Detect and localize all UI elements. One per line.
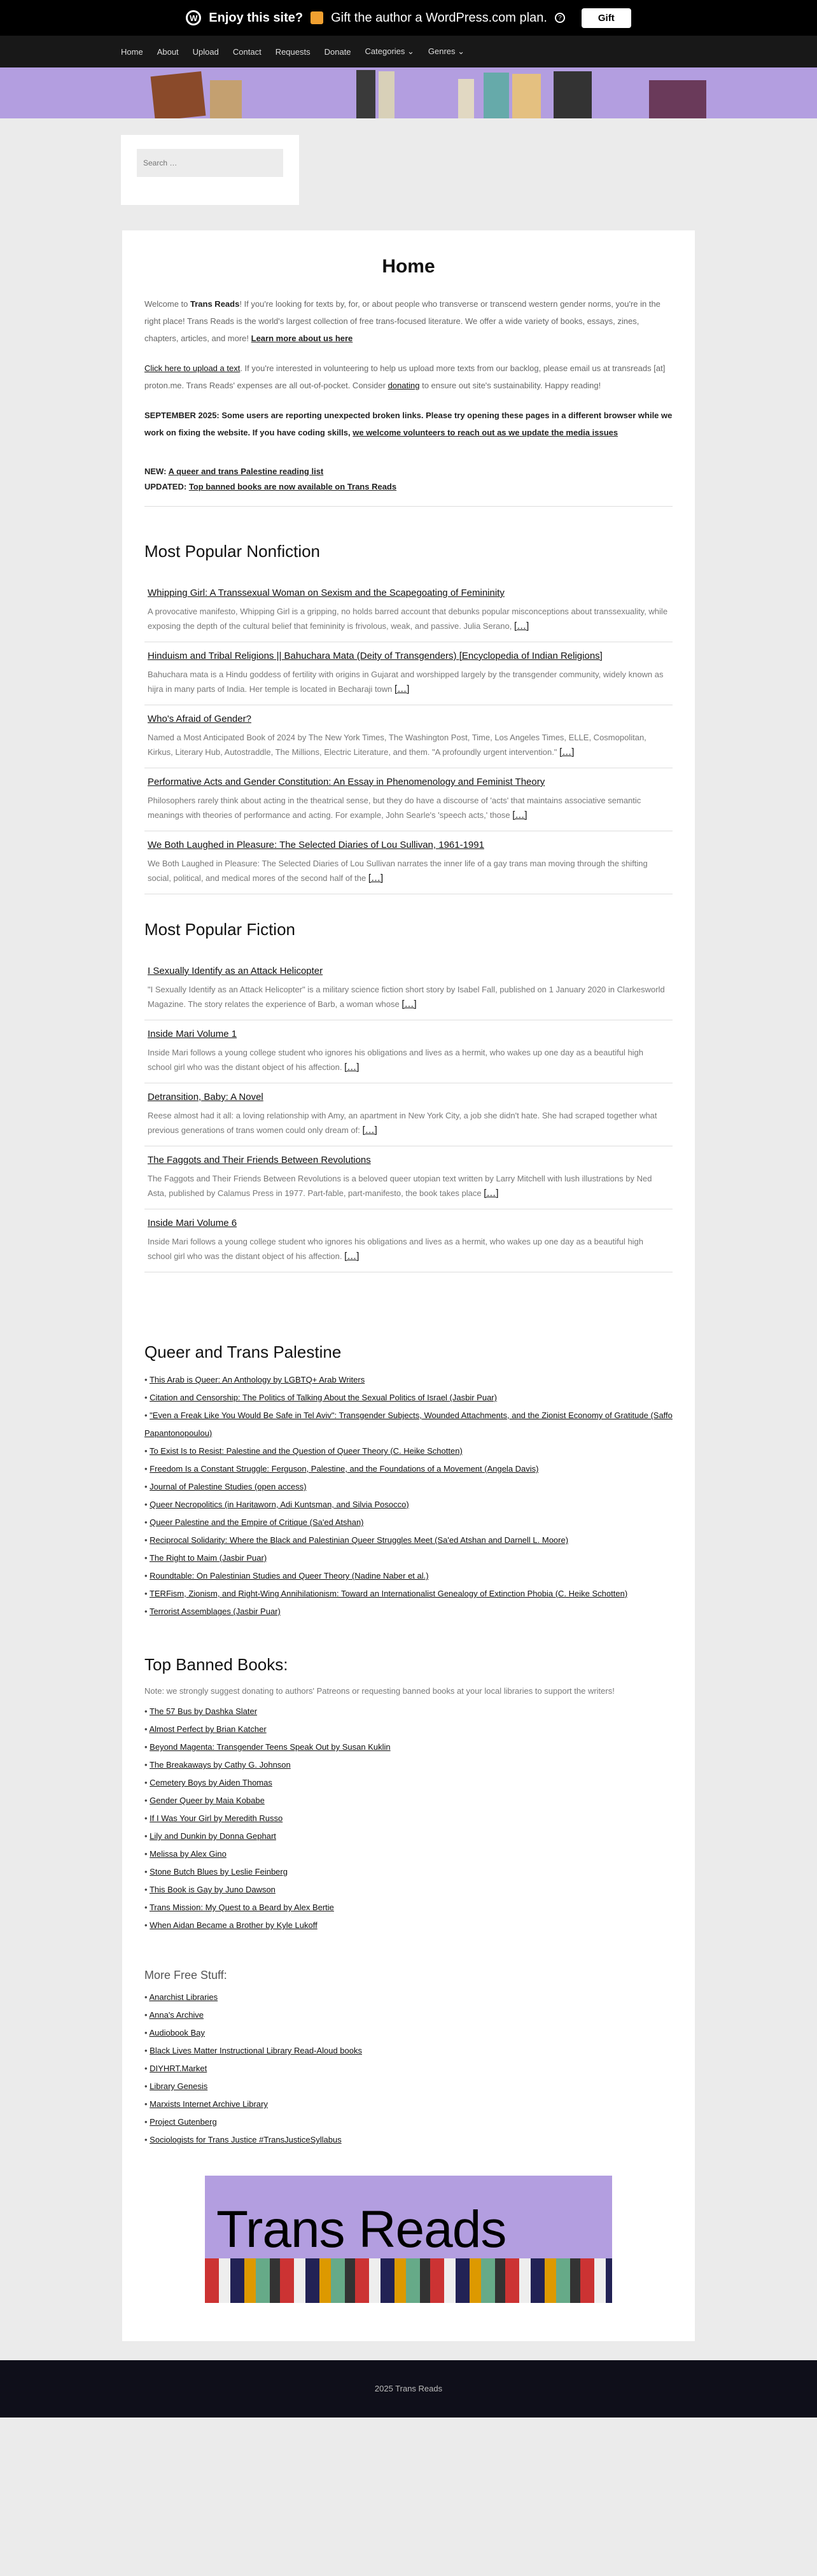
book-decoration — [151, 71, 206, 118]
new-label: NEW: — [144, 467, 169, 476]
nonfiction-item — [144, 642, 673, 705]
promo-bar — [0, 0, 817, 36]
banned-link[interactable]: Stone Butch Blues by Leslie Feinberg — [150, 1867, 288, 1876]
item-excerpt — [148, 1046, 669, 1075]
free-link[interactable]: Sociologists for Trans Justice #TransJusticeSyllabus — [150, 2135, 342, 2144]
site-name: Trans Reads — [190, 299, 240, 309]
palestine-link[interactable]: The Right to Maim (Jasbir Puar) — [149, 1553, 267, 1563]
list-item — [144, 1792, 673, 1810]
books-decoration — [205, 2258, 612, 2303]
excerpt-text: "I Sexually Identify as an Attack Helicopter" is a military science fiction short story by Isabel Fall, published on 1 January 2020 in Clarkesworld Magazine. The story relates the experience of Barb, a woman whose — [148, 985, 665, 1009]
nonfiction-item — [144, 768, 673, 831]
palestine-link[interactable]: TERFism, Zionism, and Right-Wing Annihilationism: Toward an Internationalist Genealogy of Extinction Phobia (C. Heike Schotten) — [149, 1589, 628, 1598]
list-item — [144, 1881, 673, 1899]
palestine-link[interactable]: Terrorist Assemblages (Jasbir Puar) — [149, 1607, 281, 1616]
free-heading: More Free Stuff: — [144, 1969, 227, 1981]
list-item — [144, 2078, 673, 2095]
nav-item[interactable]: Upload — [192, 46, 219, 57]
list-item — [144, 2113, 673, 2131]
book-decoration — [458, 79, 474, 118]
book-decoration — [484, 73, 509, 118]
banned-link[interactable]: Gender Queer by Maia Kobabe — [150, 1796, 265, 1805]
read-more-link[interactable]: […] — [513, 621, 529, 631]
header-image — [0, 67, 817, 118]
banned-link[interactable]: The Breakaways by Cathy G. Johnson — [149, 1760, 291, 1770]
banned-link[interactable]: Beyond Magenta: Transgender Teens Speak Out by Susan Kuklin — [150, 1742, 391, 1752]
banned-books-link[interactable]: Top banned books are now available on Trans Reads — [188, 482, 397, 491]
read-more-link[interactable]: […] — [344, 1062, 360, 1073]
item-excerpt — [148, 731, 669, 760]
notice-paragraph — [144, 407, 673, 441]
fiction-item — [144, 1083, 673, 1146]
fiction-item — [144, 1209, 673, 1272]
main-content — [122, 230, 695, 2341]
item-title-link[interactable]: Hinduism and Tribal Religions || Bahuchara Mata (Deity of Transgenders) [Encyclopedia of Indian Religions] — [148, 651, 603, 661]
banned-link[interactable]: This Book is Gay by Juno Dawson — [149, 1885, 276, 1894]
read-more-link[interactable]: […] — [344, 1251, 360, 1262]
list-item — [144, 1827, 673, 1845]
list-item — [144, 2060, 673, 2078]
nonfiction-heading: Most Popular Nonfiction — [144, 542, 321, 561]
palestine-link[interactable]: Queer Palestine and the Empire of Critique (Sa'ed Atshan) — [150, 1517, 364, 1527]
read-more-link[interactable]: […] — [362, 1125, 377, 1136]
palestine-link[interactable]: This Arab is Queer: An Anthology by LGBTQ+ Arab Writers — [149, 1375, 365, 1384]
banned-link[interactable]: The 57 Bus by Dashka Slater — [149, 1707, 258, 1716]
intro-text: ! If you're looking for texts by, for, or about people who transverse or transcend western gender norms, you're in the right place! Trans Reads is the world's largest collection of free trans-focused literature. We offer a wide variety of books, essays, zines, chapters, articles, and more! — [144, 299, 660, 343]
list-item — [144, 1531, 673, 1549]
list-item — [144, 1845, 673, 1863]
updated-label: UPDATED: — [144, 482, 189, 491]
excerpt-text: Inside Mari follows a young college student who ignores his obligations and lives as a hermit, who wakes up one day as a beautiful high school girl who was the distant object of his affection. — [148, 1237, 644, 1261]
book-decoration — [210, 80, 242, 118]
read-more-link[interactable]: […] — [402, 999, 417, 1010]
list-item — [144, 1371, 673, 1389]
list-item — [144, 2131, 673, 2149]
list-item — [144, 1407, 673, 1442]
list-item — [144, 1756, 673, 1774]
excerpt-text: The Faggots and Their Friends Between Revolutions is a beloved queer utopian text written by Larry Mitchell with lush illustrations by Ned Asta, published by Calamus Press in 1977. Part-fable, part-manifesto, the book takes place — [148, 1174, 652, 1198]
banned-link[interactable]: Almost Perfect by Brian Katcher — [149, 1724, 267, 1734]
donate-link[interactable]: donating — [388, 381, 420, 390]
item-excerpt — [148, 1235, 669, 1264]
fiction-heading: Most Popular Fiction — [144, 920, 295, 939]
nav-item[interactable]: About — [157, 46, 179, 57]
banned-link[interactable]: Lily and Dunkin by Donna Gephart — [150, 1831, 276, 1841]
palestine-link[interactable]: Journal of Palestine Studies (open access) — [150, 1482, 307, 1491]
list-item — [144, 1549, 673, 1567]
palestine-list-link[interactable]: A queer and trans Palestine reading list — [168, 467, 324, 476]
banned-link[interactable]: Melissa by Alex Gino — [150, 1849, 227, 1859]
promo-message: Enjoy this site? — [209, 10, 304, 25]
gift-button[interactable]: Gift — [582, 8, 631, 28]
banned-note: Note: we strongly suggest donating to authors' Patreons or requesting banned books at your local libraries to support the writers! — [144, 1686, 615, 1696]
wordpress-logo-icon: W — [186, 10, 201, 25]
list-item — [144, 1703, 673, 1721]
item-title-link[interactable]: Who's Afraid of Gender? — [148, 714, 251, 724]
list-item — [144, 1567, 673, 1585]
free-link[interactable]: DIYHRT.Market — [150, 2064, 207, 2073]
promo-sub: Gift the author a WordPress.com plan. — [331, 10, 547, 25]
list-item — [144, 1496, 673, 1514]
gift-icon — [311, 11, 323, 24]
free-link[interactable]: Audiobook Bay — [149, 2028, 205, 2038]
item-excerpt — [148, 794, 669, 823]
palestine-link[interactable]: Roundtable: On Palestinian Studies and Queer Theory (Nadine Naber et al.) — [150, 1571, 429, 1580]
nav-item[interactable]: Contact — [232, 46, 262, 57]
excerpt-text: Bahuchara mata is a Hindu goddess of fertility with origins in Gujarat and worshipped largely by the transgender community, widely known as hijra in many parts of India. Her temple is located in Becharaji town — [148, 670, 664, 694]
item-title-link[interactable]: We Both Laughed in Pleasure: The Selected Diaries of Lou Sullivan, 1961-1991 — [148, 840, 484, 850]
read-more-link[interactable]: […] — [559, 747, 575, 757]
item-excerpt — [148, 1172, 669, 1201]
fiction-item — [144, 1020, 673, 1083]
item-title-link[interactable]: Whipping Girl: A Transsexual Woman on Sexism and the Scapegoating of Femininity — [148, 588, 505, 598]
banned-link[interactable]: Cemetery Boys by Aiden Thomas — [150, 1778, 272, 1787]
learn-more-link[interactable]: Learn more about us here — [251, 334, 353, 343]
free-link[interactable]: Library Genesis — [150, 2081, 208, 2091]
excerpt-text: We Both Laughed in Pleasure: The Selected Diaries of Lou Sullivan narrates the inner life of a gay trans man moving through the shifting social, political, and medical mores of the second half of the — [148, 859, 648, 883]
nav-item[interactable]: Home — [121, 46, 143, 57]
list-item — [144, 2042, 673, 2060]
free-link[interactable]: Anna's Archive — [149, 2010, 204, 2020]
list-item — [144, 2095, 673, 2113]
item-title-link[interactable]: Detransition, Baby: A Novel — [148, 1092, 263, 1102]
list-item — [144, 1442, 673, 1460]
palestine-list — [144, 1371, 673, 1621]
read-more-link[interactable]: […] — [512, 810, 527, 820]
footer — [0, 2360, 817, 2418]
upload-text: to ensure out site's sustainability. Happy reading! — [419, 381, 601, 390]
fiction-item — [144, 1146, 673, 1209]
book-decoration — [356, 70, 375, 118]
trans-reads-banner — [205, 2176, 612, 2303]
main-nav — [0, 36, 817, 67]
list-item — [144, 1774, 673, 1792]
excerpt-text: Named a Most Anticipated Book of 2024 by The New York Times, The Washington Post, Time, Los Angeles Times, ELLE, Cosmopolitan, Kirkus, Literary Hub, Autostraddle, The Millions, Electric Literature, and them. "A profoundly urgent intervention." — [148, 733, 646, 757]
banned-link[interactable]: If I Was Your Girl by Meredith Russo — [150, 1813, 283, 1823]
list-item — [144, 1603, 673, 1621]
updated-line — [144, 479, 673, 495]
nav-item[interactable]: Requests — [275, 46, 311, 57]
list-item — [144, 1389, 673, 1407]
banned-heading: Top Banned Books: — [144, 1655, 288, 1674]
free-link[interactable]: Black Lives Matter Instructional Library Read-Aloud books — [150, 2046, 362, 2055]
page-title: Home — [382, 256, 435, 277]
read-more-link[interactable]: […] — [368, 873, 384, 883]
item-excerpt — [148, 857, 669, 886]
list-item — [144, 1917, 673, 1934]
item-title-link[interactable]: Performative Acts and Gender Constitution: An Essay in Phenomenology and Feminist Theory — [148, 777, 545, 787]
item-excerpt — [148, 1109, 669, 1138]
new-line — [144, 464, 673, 479]
list-item — [144, 2006, 673, 2024]
palestine-link[interactable]: Queer Necropolitics (in Haritaworn, Adi Kuntsman, and Silvia Posocco) — [150, 1500, 409, 1509]
list-item — [144, 1738, 673, 1756]
intro-text: Welcome to — [144, 299, 191, 309]
list-item — [144, 1899, 673, 1917]
banned-link[interactable]: Trans Mission: My Quest to a Beard by Alex Bertie — [149, 1903, 334, 1912]
free-link[interactable]: Marxists Internet Archive Library — [150, 2099, 268, 2109]
nonfiction-list — [144, 579, 673, 894]
list-item — [144, 1988, 673, 2006]
excerpt-text: Reese almost had it all: a loving relationship with Amy, an apartment in New York City, a job she didn't hate. She had scraped together what previous generations of trans women could only dream of: — [148, 1111, 657, 1135]
book-decoration — [554, 71, 592, 118]
list-item — [144, 1585, 673, 1603]
read-more-link[interactable]: […] — [484, 1188, 499, 1199]
list-item — [144, 2024, 673, 2042]
list-item — [144, 1721, 673, 1738]
nav-item[interactable]: Categories ⌄ — [365, 46, 414, 56]
nonfiction-item — [144, 705, 673, 768]
search-widget — [121, 135, 299, 205]
nav-item[interactable]: Genres ⌄ — [428, 46, 465, 56]
excerpt-text: Philosophers rarely think about acting in the theatrical sense, but they do have a discourse of 'acts' that maintains associative semantic meanings with theories of performance and acting. For example, John Searle's 'speech acts,' those — [148, 796, 641, 820]
upload-link[interactable]: Click here to upload a text — [144, 363, 241, 373]
read-more-link[interactable]: […] — [395, 684, 410, 694]
free-link[interactable]: Anarchist Libraries — [149, 1992, 218, 2002]
book-decoration — [379, 71, 395, 118]
nav-item[interactable]: Donate — [324, 46, 351, 57]
free-link[interactable]: Project Gutenberg — [150, 2117, 217, 2127]
intro-paragraph — [144, 295, 673, 347]
item-excerpt — [148, 605, 669, 634]
nonfiction-item — [144, 579, 673, 642]
item-title-link[interactable]: Inside Mari Volume 6 — [148, 1218, 237, 1228]
excerpt-text: A provocative manifesto, Whipping Girl is a gripping, no holds barred account that debunks popular misconceptions about transsexuality, while exposing the depth of the cultural belief that femininity is frivolous, weak, and passive. Julia Serano, — [148, 607, 668, 631]
fiction-list — [144, 957, 673, 1272]
item-title-link[interactable]: The Faggots and Their Friends Between Revolutions — [148, 1155, 371, 1165]
banned-list — [144, 1703, 673, 1934]
footer-text: 2025 Trans Reads — [374, 2384, 443, 2393]
volunteer-link[interactable]: we welcome volunteers to reach out as we update the media issues — [353, 428, 618, 437]
list-item — [144, 1810, 673, 1827]
list-item — [144, 1478, 673, 1496]
palestine-link[interactable]: Reciprocal Solidarity: Where the Black and Palestinian Queer Struggles Meet (Sa'ed Atshan and Darnell L. Moore) — [150, 1535, 569, 1545]
item-excerpt — [148, 668, 669, 697]
item-title-link[interactable]: Inside Mari Volume 1 — [148, 1029, 237, 1039]
palestine-link[interactable]: Freedom Is a Constant Struggle: Ferguson, Palestine, and the Foundations of a Movement (Angela Davis) — [150, 1464, 539, 1474]
list-item — [144, 1460, 673, 1478]
item-title-link[interactable]: I Sexually Identify as an Attack Helicopter — [148, 966, 323, 976]
book-decoration — [512, 74, 541, 118]
banned-link[interactable]: When Aidan Became a Brother by Kyle Lukoff — [150, 1920, 318, 1930]
nonfiction-item — [144, 831, 673, 894]
upload-text: . If you're interested in volunteering to help us upload more texts from our backlog, please email us at transreads [at] proton.me. Trans Reads' expenses are all out-of-pocket. Consider — [144, 363, 666, 390]
search-input[interactable] — [137, 149, 283, 177]
upload-paragraph — [144, 360, 673, 394]
fiction-item — [144, 957, 673, 1020]
list-item — [144, 1863, 673, 1881]
palestine-link[interactable]: Citation and Censorship: The Politics of Talking About the Sexual Politics of Israel (Jasbir Puar) — [150, 1393, 497, 1402]
free-list — [144, 1988, 673, 2149]
divider — [144, 506, 673, 507]
list-item — [144, 1514, 673, 1531]
banner-logo-text: Trans Reads — [216, 2200, 506, 2258]
help-icon[interactable]: ? — [555, 13, 565, 23]
palestine-link[interactable]: To Exist Is to Resist: Palestine and the Question of Queer Theory (C. Heike Schotten) — [149, 1446, 463, 1456]
palestine-link[interactable]: "Even a Freak Like You Would Be Safe in Tel Aviv": Transgender Subjects, Wounded Attachments, and the Zionist Economy of Gratitude (Saffo Papantonopoulou) — [144, 1411, 673, 1438]
item-excerpt — [148, 983, 669, 1012]
excerpt-text: Inside Mari follows a young college student who ignores his obligations and lives as a hermit, who wakes up one day as a beautiful high school girl who was the distant object of his affection. — [148, 1048, 644, 1072]
palestine-heading: Queer and Trans Palestine — [144, 1342, 342, 1362]
notice-text: SEPTEMBER 2025: Some users are reporting unexpected broken links. Please try opening these pages in a different browser while we work on fixing the website. If you have coding skills, — [144, 411, 673, 437]
book-decoration — [649, 80, 706, 118]
